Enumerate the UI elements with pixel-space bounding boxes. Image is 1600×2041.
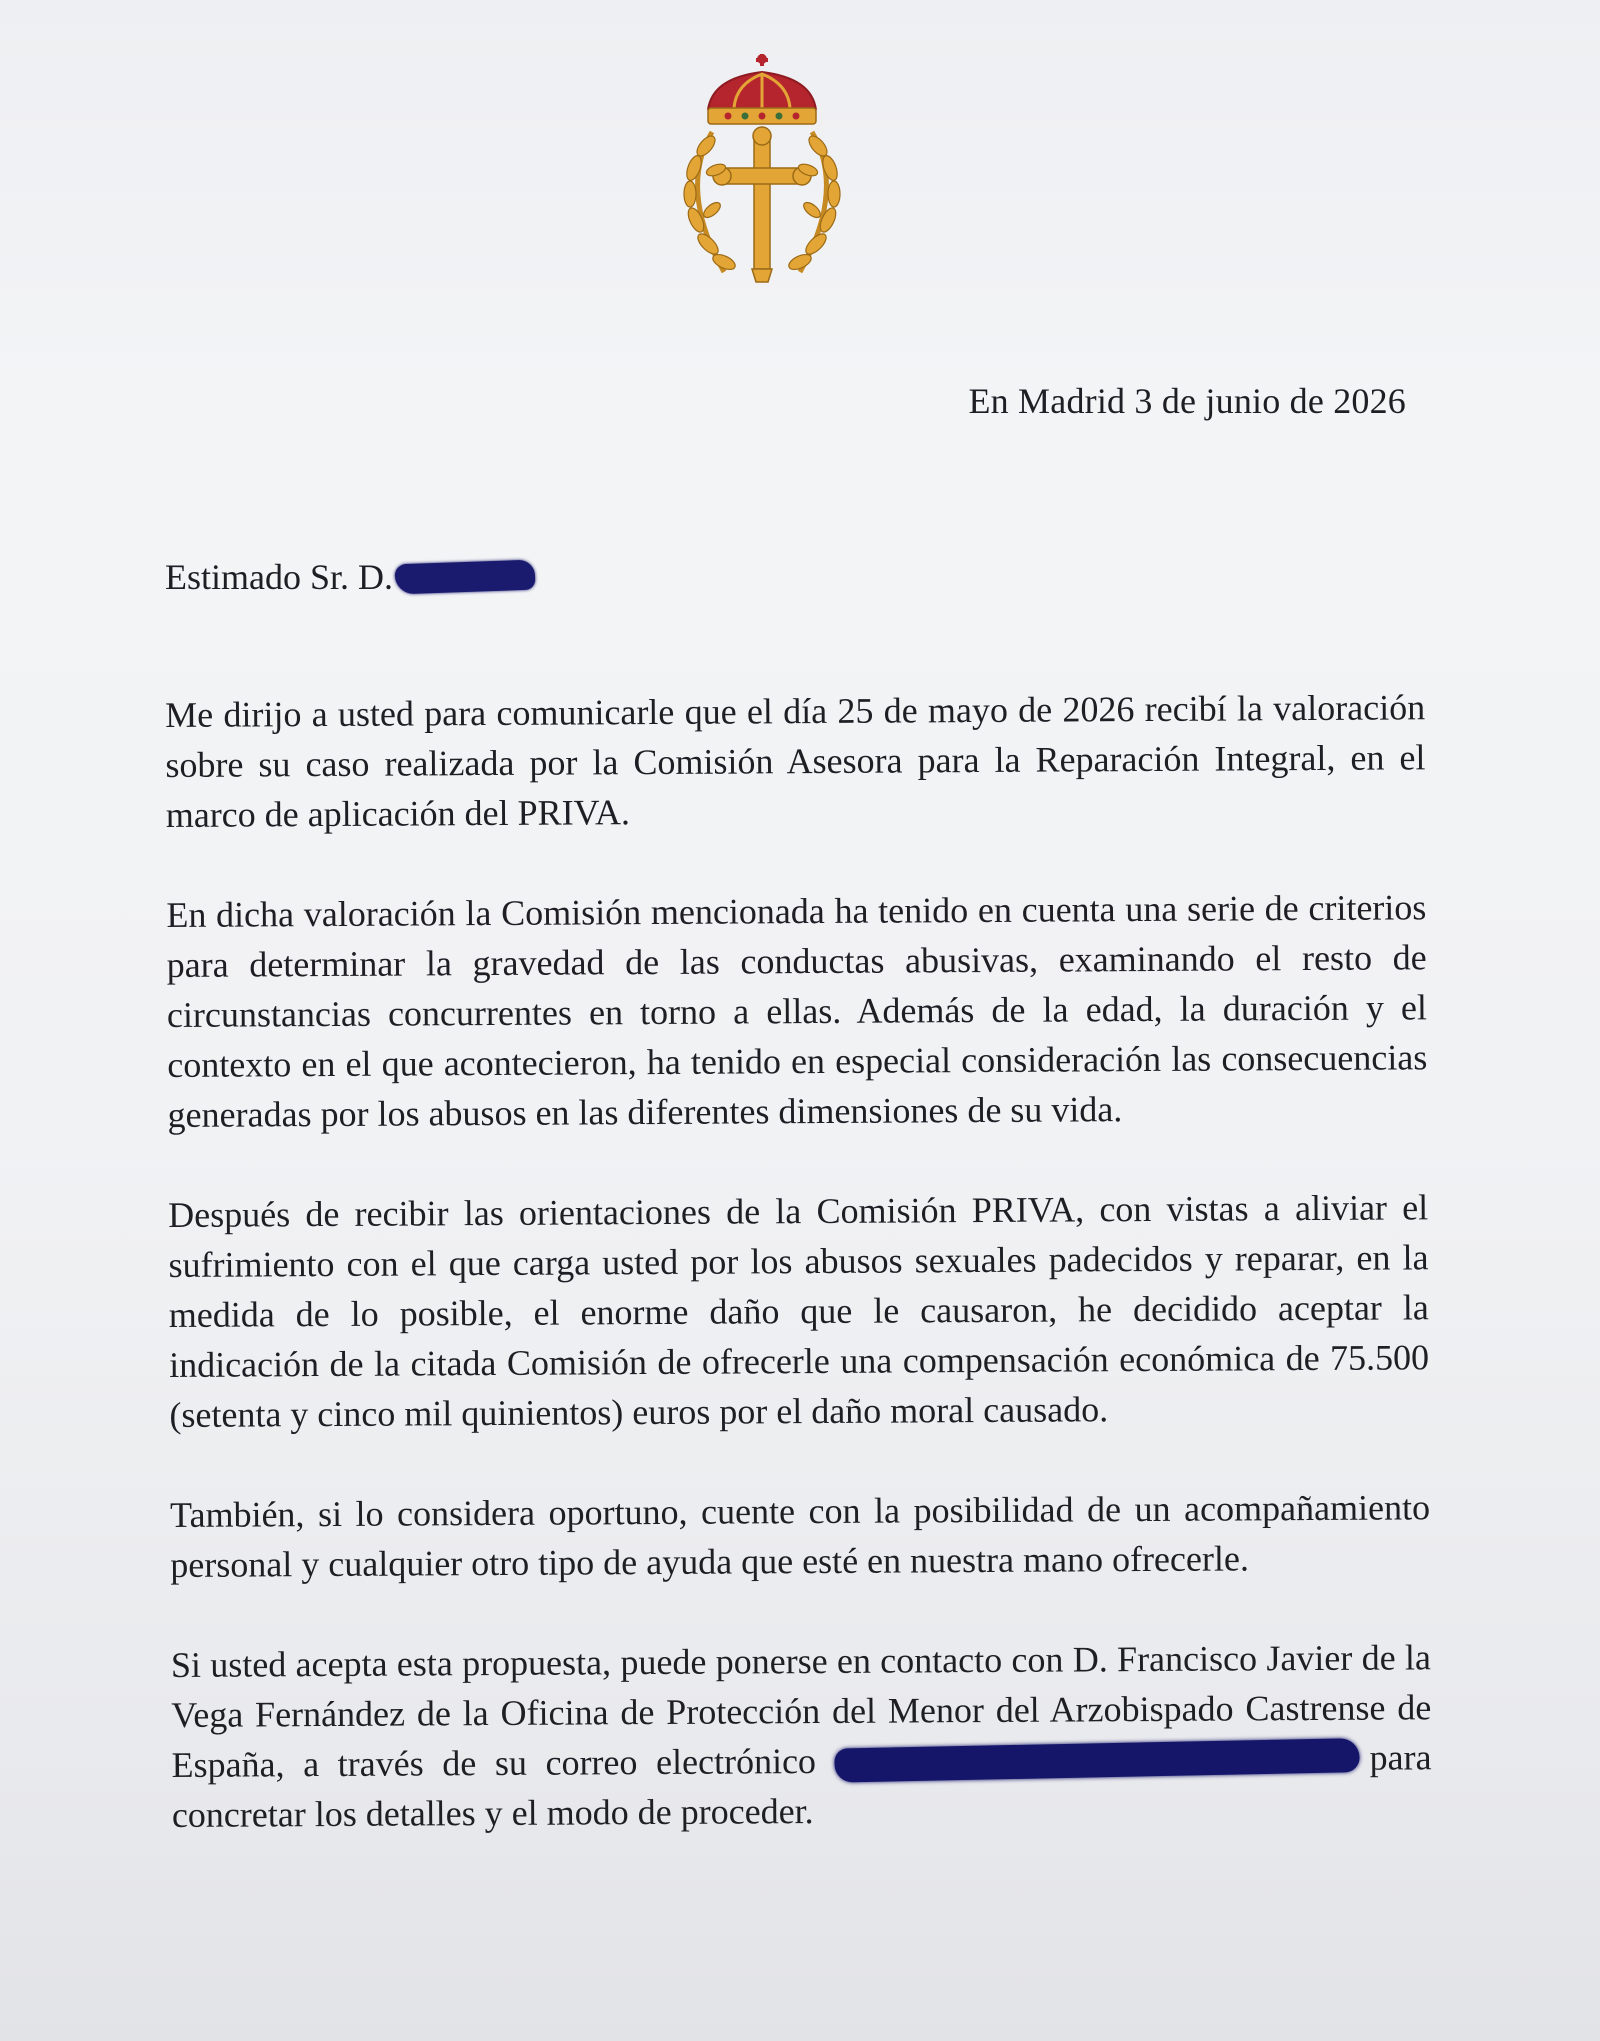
paragraph-4: También, si lo considera oportuno, cuente con la posibilidad de un acompañamiento personal y cualquier otro tipo de ayuda que esté en nuestra mano ofrecerle.	[169, 1487, 1431, 1585]
paragraph-2: En dicha valoración la Comisión mencionada ha tenido en cuenta una serie de criterios para determinar la gravedad de las conductas abusivas, examinando el resto de circunstancias concurrentes en torno a ellas. Además de la edad, la duración y el contexto en el que acontecieron, ha tenido en especial consideración las consecuencias generadas por los abusos en las diferentes dimensiones de su vida.	[166, 887, 1428, 1135]
crest-emblem-icon	[672, 50, 852, 290]
redacted-email-mark	[834, 1738, 1360, 1783]
paragraph-1: Me dirijo a usted para comunicarle que el día 25 de mayo de 2026 recibí la valoración sobre su caso realizada por la Comisión Asesora para la Reparación Integral, en el marco de aplicación del PRIVA.	[165, 687, 1426, 835]
paragraph-5	[171, 1632, 1432, 1840]
letter-date: En Madrid 3 de junio de 2026	[968, 381, 1406, 421]
letter-body	[165, 682, 1432, 1890]
paragraph-3: Después de recibir las orientaciones de la Comisión PRIVA, con vistas a aliviar el sufrimiento con el que carga usted por los abusos sexuales padecidos y reparar, en la medida de lo posible, el enorme daño que le causaron, he decidido aceptar la indicación de la citada Comisión de ofrecerle una compensación económica de 75.500 (setenta y cinco mil quinientos) euros por el daño moral causado.	[168, 1187, 1430, 1435]
crown-icon	[708, 54, 816, 124]
redacted-name-mark	[395, 560, 536, 595]
paragraph-5-start: Si usted acepta esta propuesta, puede ponerse en contacto con D. Francisco Javier de la Vega Fernández de la Oficina de Protección del Menor del Arzobispado Castrense de España, a través de su correo electrónico	[170, 1637, 1432, 1785]
paragraph-5-end: para concretar los detalles y el modo de proceder.	[171, 1737, 1432, 1835]
salutation	[165, 556, 535, 598]
salutation-text: Estimado Sr. D.	[165, 557, 394, 597]
